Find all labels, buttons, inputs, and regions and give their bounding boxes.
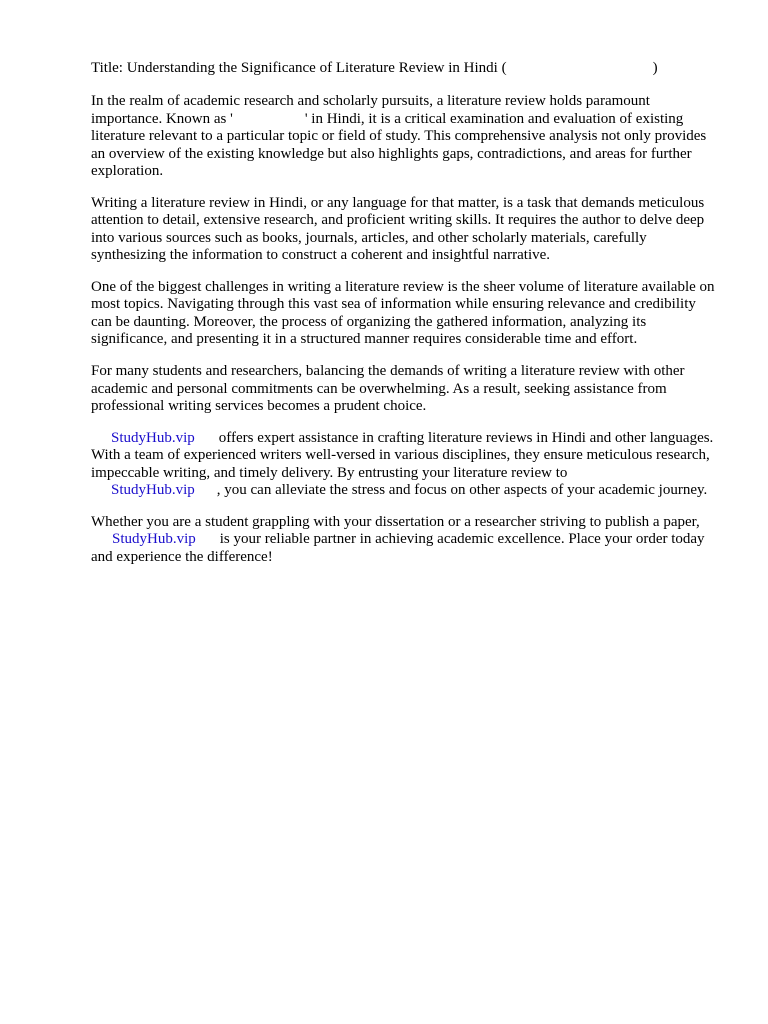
paragraph-challenges: One of the biggest challenges in writing a literature review is the sheer volume of literature available on most topics. Navigating through this vast sea of information while ensuring relevance and credibility can be daunting. Moreover, the process of organizing the gathered information, analyzing its significance, and presenting it in a structured manner requires considerable time and effort. — [91, 279, 715, 348]
closing-text-1: Whether you are a student grappling with your dissertation or a researcher striving to publish a paper, — [91, 514, 700, 531]
document-title — [91, 60, 716, 77]
studyhub-text-1: offers expert assistance in crafting literature reviews in Hindi and other languages. With a team of experienced writers well-versed in various disciplines, they ensure meticulous research, impeccable writing, and timely delivery. By entrusting your literature review to — [91, 429, 714, 481]
paragraph-students: For many students and researchers, balancing the demands of writing a literature review with other academic and personal commitments can be overwhelming. As a result, seeking assistance from professional writing services becomes a prudent choice. — [91, 363, 685, 414]
paragraph-closing — [91, 514, 716, 566]
studyhub-link[interactable]: StudyHub.vip — [111, 429, 195, 446]
closing-text-2: is your reliable partner in achieving academic excellence. Place your order today and experience the difference! — [91, 531, 705, 565]
paragraph-intro — [91, 93, 716, 180]
intro-rest: ' in Hindi, it is a critical examination and evaluation of existing literature relevant to a particular topic or field of study. This comprehensive analysis not only provides an overview of the existing knowledge but also highlights gaps, contradictions, and areas for further exploration. — [91, 110, 707, 180]
closing-studyhub-link[interactable]: StudyHub.vip — [112, 531, 196, 548]
title-suffix: ) — [652, 60, 658, 76]
intro-lead: In the realm of academic research and scholarly pursuits, a literature review holds paramount importance. Known as ' — [91, 93, 650, 127]
paragraph-writing: Writing a literature review in Hindi, or any language for that matter, is a task that demands meticulous attention to detail, extensive research, and proficient writing skills. It requires the author to delve deep into various sources such as books, journals, articles, and other scholarly materials, carefully synthesizing the information to construct a coherent and insightful narrative. — [91, 194, 705, 264]
studyhub-text-2: , you can alleviate the stress and focus on other aspects of your academic journey. — [216, 482, 708, 499]
studyhub-link-2[interactable]: StudyHub.vip — [111, 482, 195, 499]
paragraph-studyhub — [91, 430, 716, 500]
title-prefix: Title: Understanding the Significance of Literature Review in Hindi ( — [91, 60, 507, 76]
